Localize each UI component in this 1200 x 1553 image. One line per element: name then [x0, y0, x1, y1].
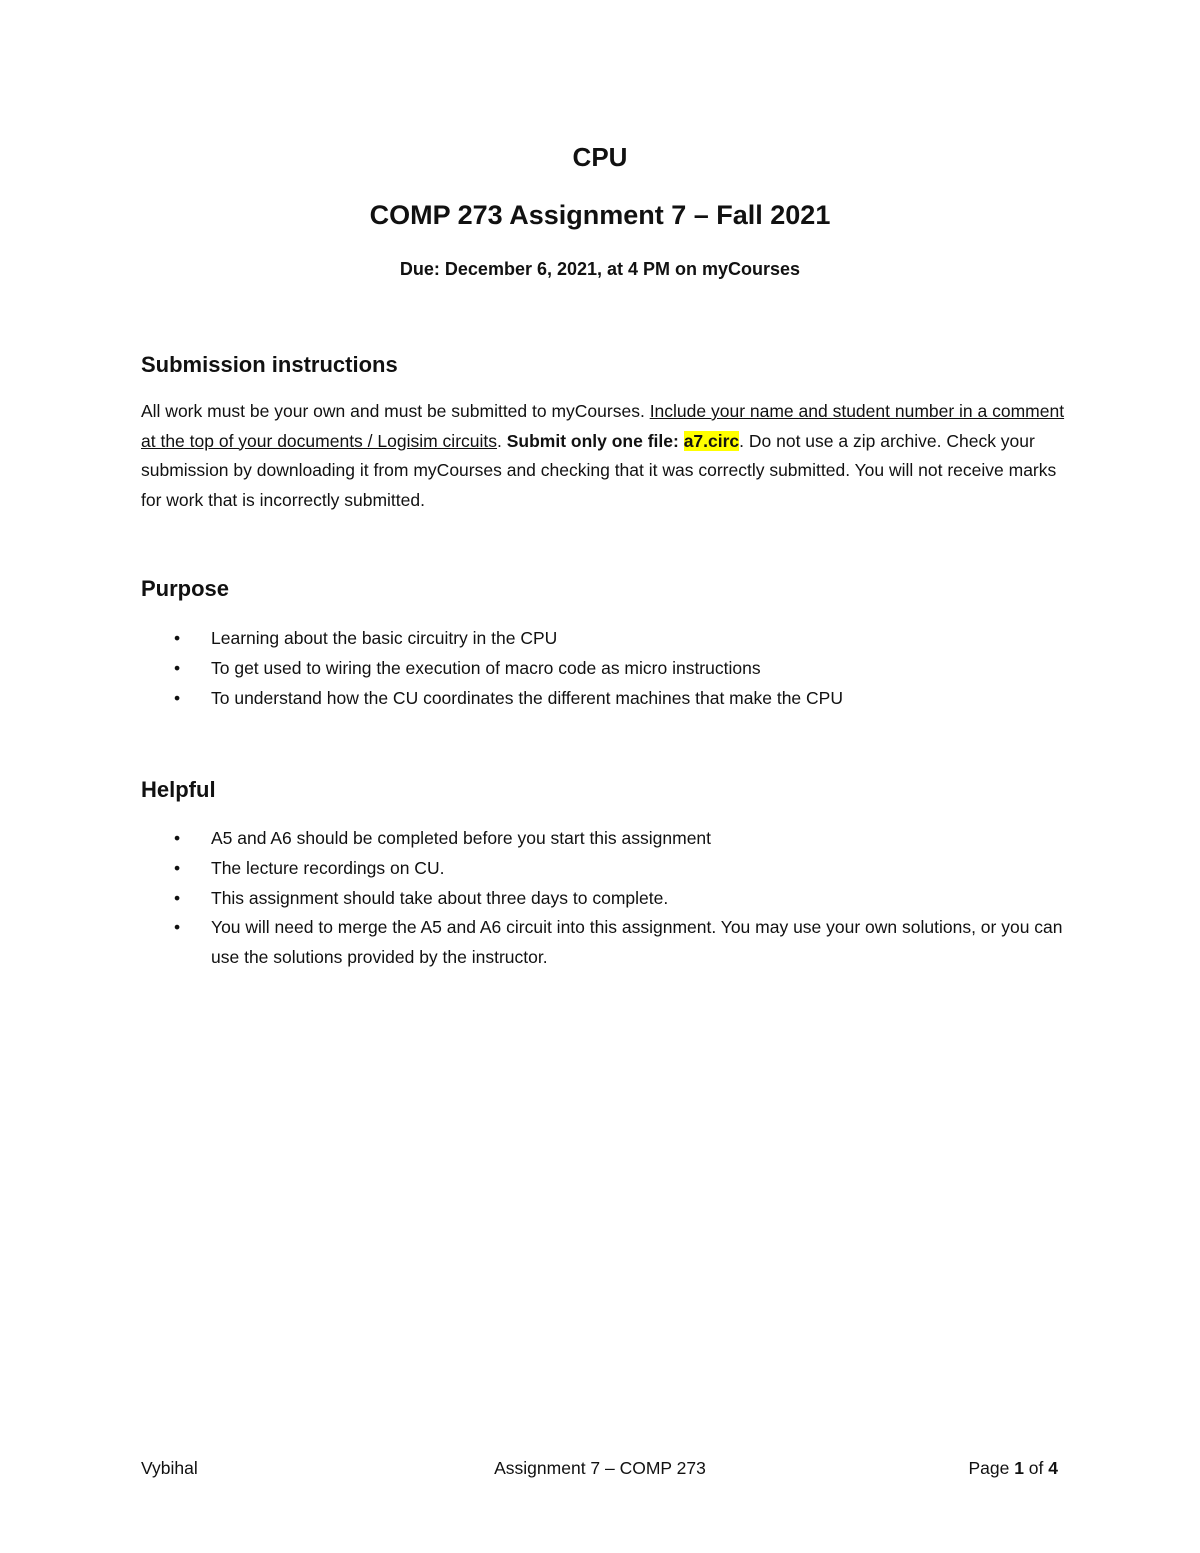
- bullet-icon: •: [174, 687, 181, 708]
- list-item-text: You will need to merge the A5 and A6 circuit into this assignment. You may use your own solutions, or you can use the solutions provided by the instructor.: [211, 917, 1063, 968]
- list-item: [141, 684, 1071, 714]
- list-item: [141, 824, 1071, 854]
- document-subtitle: COMP 273 Assignment 7 – Fall 2021: [369, 200, 831, 230]
- list-item-text: The lecture recordings on CU.: [211, 857, 445, 878]
- submission-text-3: . Do not use a zip archive. Check your submission by downloading it from myCourses and checking that it was correctly submitted. You will not receive marks for work that is incorrectly submitted.: [141, 430, 1057, 510]
- page-number: [968, 1458, 1058, 1479]
- bullet-icon: •: [174, 657, 181, 678]
- due-date: Due: December 6, 2021, at 4 PM on myCourses: [399, 259, 801, 279]
- list-item: [141, 854, 1071, 884]
- list-item-text: This assignment should take about three days to complete.: [211, 887, 669, 908]
- submission-paragraph: [141, 397, 1071, 515]
- submission-bold-label: Submit only one file:: [506, 430, 684, 451]
- list-item: [141, 884, 1071, 914]
- submission-text-2: .: [497, 430, 507, 451]
- page-total: 4: [1048, 1458, 1058, 1478]
- page-current: 1: [1014, 1458, 1024, 1478]
- submission-text-1: All work must be your own and must be submitted to myCourses.: [141, 401, 650, 421]
- page-prefix: Page: [968, 1458, 1015, 1478]
- helpful-list: [141, 824, 1071, 973]
- bullet-icon: •: [174, 917, 181, 938]
- submission-underlined-text: Include your name and student number in a comment at the top of your documents / Logisim circuits: [141, 401, 1065, 451]
- purpose-heading: Purpose: [141, 576, 230, 601]
- list-item-text: To get used to wiring the execution of macro code as micro instructions: [211, 657, 761, 678]
- footer-title: Assignment 7 – COMP 273: [494, 1458, 706, 1478]
- list-item-text: Learning about the basic circuitry in the CPU: [211, 628, 558, 648]
- page-of: of: [1023, 1458, 1049, 1478]
- list-item: [141, 654, 1071, 684]
- list-item: [141, 913, 1071, 973]
- list-item-text: To understand how the CU coordinates the different machines that make the CPU: [211, 687, 843, 708]
- purpose-list: [141, 624, 1071, 713]
- list-item: [141, 624, 1071, 654]
- bullet-icon: •: [174, 857, 181, 878]
- bullet-icon: •: [174, 828, 181, 848]
- bullet-icon: •: [174, 628, 181, 648]
- footer-author: Vybihal: [141, 1458, 198, 1478]
- helpful-heading: Helpful: [141, 777, 216, 802]
- submission-heading: Submission instructions: [141, 352, 398, 377]
- document-title: CPU: [572, 142, 628, 172]
- submission-filename: a7.circ: [683, 430, 740, 451]
- bullet-icon: •: [174, 887, 181, 908]
- list-item-text: A5 and A6 should be completed before you start this assignment: [211, 828, 712, 848]
